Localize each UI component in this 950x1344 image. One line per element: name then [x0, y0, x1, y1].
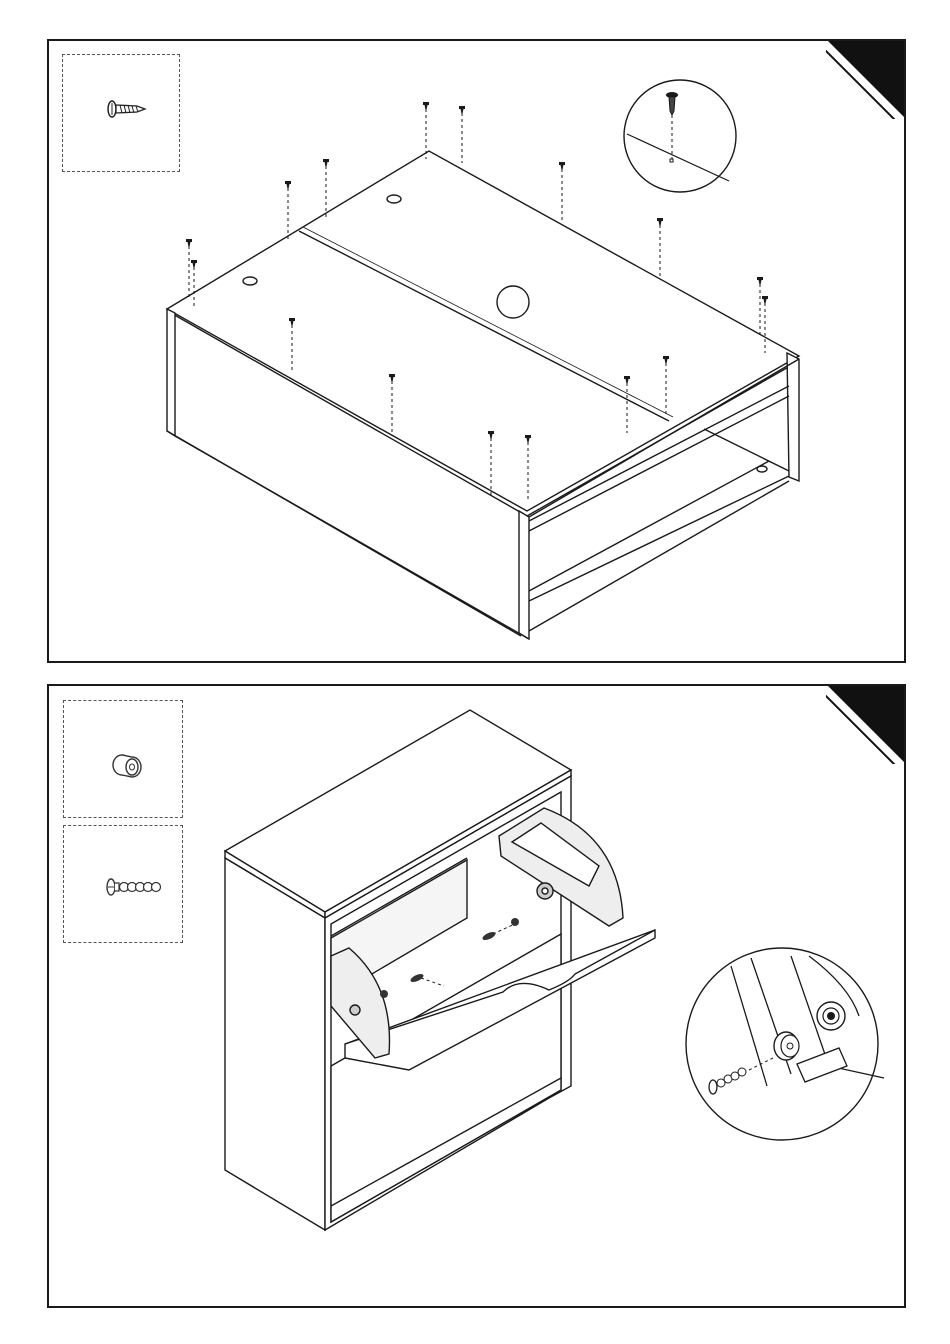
step-2-illustration — [49, 686, 906, 1308]
step-panel-1 — [47, 39, 906, 663]
step-1-illustration — [49, 41, 906, 663]
step-panel-2 — [47, 684, 906, 1308]
detail-magnifier-2 — [686, 948, 884, 1140]
detail-magnifier-1 — [624, 80, 736, 192]
